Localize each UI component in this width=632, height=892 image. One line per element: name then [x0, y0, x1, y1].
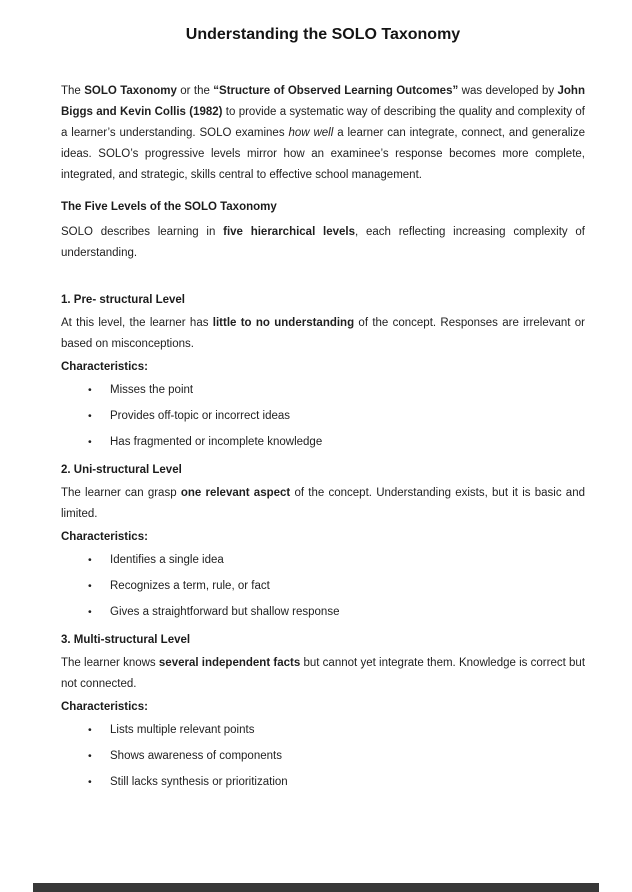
- list-item-text: Shows awareness of components: [110, 750, 282, 762]
- overview-section: [61, 197, 585, 264]
- list-item-text: Gives a straightforward but shallow response: [110, 606, 340, 618]
- bullet-icon: •: [88, 554, 92, 566]
- overview-heading: The Five Levels of the SOLO Taxonomy: [61, 201, 277, 213]
- bullet-icon: •: [88, 776, 92, 788]
- list-item-text: Still lacks synthesis or prioritization: [110, 776, 288, 788]
- level-description: At this level, the learner has little to no understanding of the concept. Responses are irrelevant or based on misconceptions.: [61, 317, 585, 350]
- list-item: [88, 550, 585, 571]
- level-heading: 3. Multi-structural Level: [61, 634, 191, 646]
- list-item: [88, 746, 585, 767]
- bullet-icon: •: [88, 410, 92, 422]
- list-item: [88, 602, 585, 623]
- list-item-text: Recognizes a term, rule, or fact: [110, 580, 270, 592]
- levels-list: [61, 290, 585, 793]
- cutoff-table-header-bar: [33, 883, 599, 892]
- list-item-text: Misses the point: [110, 384, 194, 396]
- level-heading: 1. Pre- structural Level: [61, 294, 185, 306]
- characteristics-label: Characteristics:: [61, 701, 148, 713]
- bullet-icon: •: [88, 750, 92, 762]
- intro-paragraph: The SOLO Taxonomy or the “Structure of Observed Learning Outcomes” was developed by John Biggs and Kevin Collis (1982) to provide a systematic way of describing the quality and complexity of a learner’s understanding. SOLO examines how well a learner can integrate, connect, and generalize ideas. SOLO’s progressive levels mirror how an examinee’s response becomes more complete, integrated, and strategic, skills central to effective school management.: [61, 85, 585, 181]
- list-item-text: Lists multiple relevant points: [110, 724, 255, 736]
- list-item-text: Provides off-topic or incorrect ideas: [110, 410, 291, 422]
- overview-body: SOLO describes learning in five hierarchical levels, each reflecting increasing complexity of understanding.: [61, 226, 586, 259]
- list-item: [88, 576, 585, 597]
- list-item: [88, 406, 585, 427]
- level-description: The learner knows several independent facts but cannot yet integrate them. Knowledge is correct but not connected.: [61, 657, 586, 690]
- list-item: [88, 432, 585, 453]
- characteristics-list: [61, 720, 585, 793]
- level-section: [61, 290, 585, 453]
- characteristics-label: Characteristics:: [61, 531, 148, 543]
- list-item-text: Has fragmented or incomplete knowledge: [110, 436, 323, 448]
- level-section: [61, 460, 585, 623]
- characteristics-label: Characteristics:: [61, 361, 148, 373]
- list-item-text: Identifies a single idea: [110, 554, 224, 566]
- page-title: Understanding the SOLO Taxonomy: [185, 26, 461, 43]
- bullet-icon: •: [88, 384, 92, 396]
- level-description: The learner can grasp one relevant aspect of the concept. Understanding exists, but it is basic and limited.: [61, 487, 585, 520]
- bullet-icon: •: [88, 436, 92, 448]
- characteristics-list: [61, 380, 585, 453]
- list-item: [88, 380, 585, 401]
- list-item: [88, 720, 585, 741]
- bullet-icon: •: [88, 580, 92, 592]
- bullet-icon: •: [88, 606, 92, 618]
- characteristics-list: [61, 550, 585, 623]
- list-item: [88, 772, 585, 793]
- level-section: [61, 630, 585, 793]
- level-heading: 2. Uni-structural Level: [61, 464, 182, 476]
- bullet-icon: •: [88, 724, 92, 736]
